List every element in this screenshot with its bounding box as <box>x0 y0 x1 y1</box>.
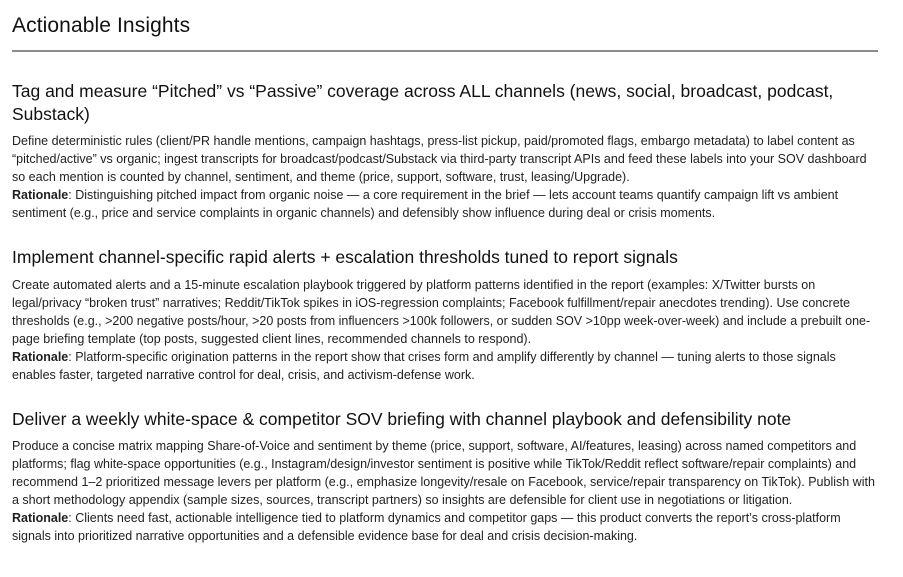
rationale-text: : Distinguishing pitched impact from organic noise — a core requirement in the brief — lets account teams quantify campaign lift vs ambient sentiment (e.g., price and service complaints in organic channels) and defensibly show influence during deal or crisis moments. <box>12 188 839 220</box>
title-divider <box>12 50 878 52</box>
rationale-text: : Clients need fast, actionable intelligence tied to platform dynamics and competitor gaps — this product converts the report’s cross-platform signals into prioritized narrative opportunities and a defensible evidence base for deal and crisis decision-making. <box>12 511 841 543</box>
rationale-text: : Platform-specific origination patterns in the report show that crises form and amplify differently by channel — tuning alerts to those signals enables faster, targeted narrative control for deal, crisis, and activism-defense work. <box>12 349 836 382</box>
insight-heading: Implement channel-specific rapid alerts + escalation thresholds tuned to report signals <box>12 247 678 267</box>
insight-rationale <box>12 348 878 384</box>
insight-section <box>12 246 878 384</box>
insight-body: Define deterministic rules (client/PR handle mentions, campaign hashtags, press-list pickup, paid/promoted flags, embargo metadata) to label content as “pitched/active” vs organic; ingest transcripts for broadcast/podcast/Substack via third-party transcript APIs and feed these labels into your SOV dashboard so each mention is counted by channel, sentiment, and theme (price, support, software, trust, leasing/Upgrade). <box>12 134 867 184</box>
insight-rationale <box>12 509 878 545</box>
insight-rationale <box>12 186 878 222</box>
insight-body: Create automated alerts and a 15-minute escalation playbook triggered by platform patterns identified in the report (examples: X/Twitter bursts on legal/privacy “broken trust” narratives; Reddit/TikTok spikes in iOS-regression complaints; Facebook fulfillment/repair anecdotes trending). Use concrete thresholds (e.g., >200 negative posts/hour, >20 posts from influencers >100k followers, or sudden SOV >10pp week-over-week) and include a prebuilt one-page briefing template (top posts, suggested client lines, recommended channels to respond). <box>12 277 871 346</box>
insight-heading: Tag and measure “Pitched” vs “Passive” coverage across ALL channels (news, social, broadcast, podcast, Substack) <box>12 81 834 124</box>
rationale-label: Rationale <box>12 511 69 525</box>
insight-section <box>12 80 878 222</box>
insight-heading: Deliver a weekly white-space & competitor SOV briefing with channel playbook and defensibility note <box>12 408 792 429</box>
rationale-label: Rationale <box>12 349 69 364</box>
insight-body: Produce a concise matrix mapping Share-of-Voice and sentiment by theme (price, support, software, AI/features, leasing) across named competitors and platforms; flag white-space opportunities (e.g., Instagram/design/investor sentiment is positive while TikTok/Reddit reflect software/repair complaints) and recommend 1–2 prioritized message levers per platform (e.g., emphasize longevity/resale on Facebook, service/repair transparency on TikTok). Publish with a short methodology appendix (sample sizes, sources, transcript partners) so insights are defensible for client use in negotiations or litigation. <box>12 439 875 507</box>
insight-section <box>12 408 878 546</box>
rationale-label: Rationale <box>12 188 69 202</box>
page-title: Actionable Insights <box>12 14 191 37</box>
